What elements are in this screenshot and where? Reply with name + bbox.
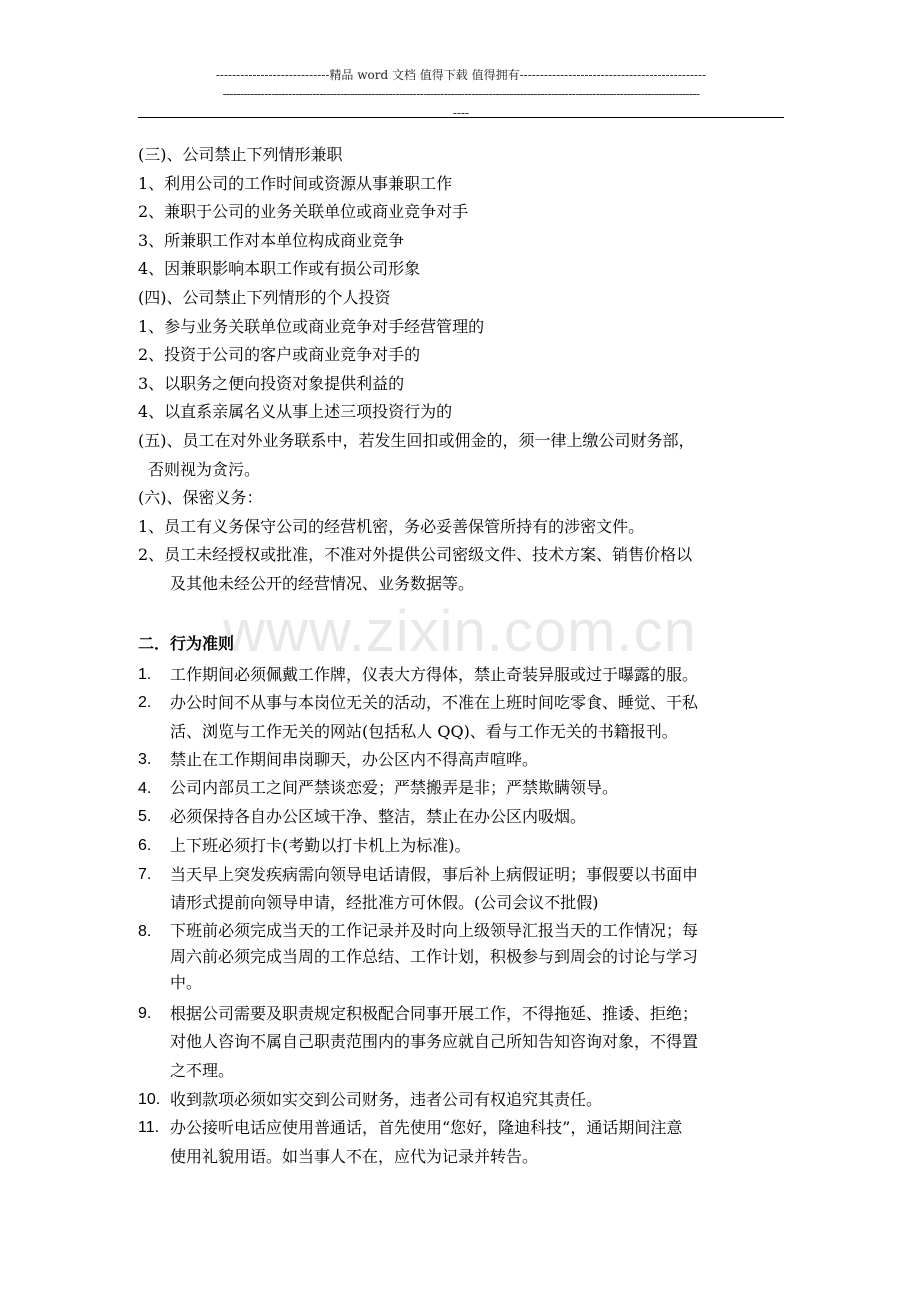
section-5-paragraph bbox=[138, 427, 788, 484]
list-item: 4、因兼职影响本职工作或有损公司形象 bbox=[138, 259, 421, 279]
rule-line: 工作期间必须佩戴工作牌，仪表大方得体，禁止奇装异服或过于曝露的服。 bbox=[170, 664, 699, 684]
document-body bbox=[138, 141, 788, 1171]
rule-line: 周六前必须完成当周的工作总结、工作计划，积极参与到周会的讨论与学习 bbox=[170, 946, 699, 966]
rule-line: 公司内部员工之间严禁谈恋爱；严禁搬弄是非；严禁欺瞒领导。 bbox=[170, 777, 619, 797]
rule-item bbox=[138, 1000, 788, 1086]
list-item: 4、以直系亲属名义从事上述三项投资行为的 bbox=[138, 402, 453, 422]
rule-number: 2. bbox=[138, 694, 152, 712]
rule-line: 对他人咨询不属自己职责范围内的事务应就自己所知告知咨询对象，不得置 bbox=[170, 1032, 699, 1052]
section-2-heading: 二．行为准则 bbox=[138, 633, 235, 653]
watermark: www.zixin.com.cn bbox=[223, 599, 697, 664]
rule-line: 使用礼貌用语。如当事人不在，应代为记录并转告。 bbox=[170, 1146, 539, 1166]
rule-text bbox=[170, 746, 788, 775]
rule-text bbox=[170, 1114, 788, 1171]
rule-number: 7. bbox=[138, 865, 152, 883]
rule-line: 上下班必须打卡(考勤以打卡机上为标准)。 bbox=[170, 836, 471, 856]
list-item: 2、投资于公司的客户或商业竞争对手的 bbox=[138, 345, 421, 365]
rule-number: 1. bbox=[138, 665, 152, 683]
rule-item bbox=[138, 775, 788, 804]
paragraph-line: 及其他未经公开的经营情况、业务数据等。 bbox=[170, 573, 475, 593]
rule-line: 之不理。 bbox=[170, 1061, 235, 1081]
confidentiality-item bbox=[138, 513, 788, 542]
list-item: 1、参与业务关联单位或商业竞争对手经营管理的 bbox=[138, 316, 485, 336]
rule-item bbox=[138, 689, 788, 746]
rule-item bbox=[138, 1114, 788, 1171]
rule-item bbox=[138, 861, 788, 918]
header-line-2: ------------------------------------------------------------------------------------------------------------------------------------------ bbox=[222, 87, 700, 101]
list-item: 2、兼职于公司的业务关联单位或商业竞争对手 bbox=[138, 202, 469, 222]
conduct-rules-list bbox=[138, 661, 788, 1172]
rule-number: 9. bbox=[138, 1004, 152, 1022]
rule-number: 3. bbox=[138, 751, 152, 769]
list-item: 1、利用公司的工作时间或资源从事兼职工作 bbox=[138, 173, 453, 193]
rule-number: 5. bbox=[138, 808, 152, 826]
rule-text bbox=[170, 775, 788, 804]
rule-text bbox=[170, 661, 788, 690]
rule-item bbox=[138, 832, 788, 861]
rule-line: 必须保持各自办公区域干净、整洁，禁止在办公区内吸烟。 bbox=[170, 807, 587, 827]
rule-number: 4. bbox=[138, 779, 152, 797]
rule-item bbox=[138, 918, 788, 996]
rule-line: 办公接听电话应使用普通话，首先使用“您好，隆迪科技”，通话期间注意 bbox=[170, 1118, 683, 1138]
rule-line: 中。 bbox=[170, 972, 203, 992]
paragraph-line: 否则视为贪污。 bbox=[148, 459, 261, 479]
page-header bbox=[138, 66, 784, 123]
rule-item bbox=[138, 1086, 788, 1115]
rule-text bbox=[170, 861, 788, 918]
rule-line: 办公时间不从事与本岗位无关的活动，不准在上班时间吃零食、睡觉、干私 bbox=[170, 693, 699, 713]
rule-item bbox=[138, 661, 788, 690]
rule-line: 禁止在工作期间串岗聊天，办公区内不得高声喧哗。 bbox=[170, 750, 539, 770]
rule-line: 下班前必须完成当天的工作记录并及时向上级领导汇报当天的工作情况；每 bbox=[170, 920, 699, 940]
rule-line: 活、浏览与工作无关的网站(包括私人 QQ)、看与工作无关的书籍报刊。 bbox=[170, 721, 678, 741]
list-item: 3、以职务之便向投资对象提供利益的 bbox=[138, 373, 405, 393]
section-6-title: (六)、保密义务： bbox=[138, 488, 263, 508]
rule-line: 收到款项必须如实交到公司财务，违者公司有权追究其责任。 bbox=[170, 1089, 603, 1109]
section-4-title: (四)、公司禁止下列情形的个人投资 bbox=[138, 287, 391, 307]
rule-text bbox=[170, 1000, 788, 1086]
paragraph-line: 2、员工未经授权或批准，不准对外提供公司密级文件、技术方案、销售价格以 bbox=[138, 545, 693, 565]
confidentiality-item bbox=[138, 541, 788, 598]
prohibitions-section bbox=[138, 141, 788, 427]
rule-item bbox=[138, 746, 788, 775]
rule-text bbox=[170, 918, 788, 996]
rule-number: 11. bbox=[138, 1119, 160, 1137]
header-line-1: ----------------------------精品 word 文档 值得下载 值得拥有---------------------------------------------- bbox=[215, 68, 707, 82]
rule-text bbox=[170, 689, 788, 746]
header-divider bbox=[138, 117, 784, 118]
rule-item bbox=[138, 803, 788, 832]
section-3-title: (三)、公司禁止下列情形兼职 bbox=[138, 145, 343, 164]
rule-number: 8. bbox=[138, 922, 152, 940]
rule-text bbox=[170, 832, 788, 861]
rule-text bbox=[170, 1086, 788, 1115]
rule-line: 根据公司需要及职责规定积极配合同事开展工作，不得拖延、推诿、拒绝； bbox=[170, 1003, 699, 1023]
paragraph-line: (五)、员工在对外业务联系中，若发生回扣或佣金的，须一律上缴公司财务部， bbox=[138, 430, 695, 450]
rule-line: 请形式提前向领导申请，经批准方可休假。(公司会议不批假) bbox=[170, 893, 599, 913]
rule-number: 6. bbox=[138, 837, 152, 855]
list-item: 3、所兼职工作对本单位构成商业竞争 bbox=[138, 230, 405, 250]
paragraph-line: 1、员工有义务保守公司的经营机密，务必妥善保管所持有的涉密文件。 bbox=[138, 516, 645, 536]
rule-text bbox=[170, 803, 788, 832]
rule-line: 当天早上突发疾病需向领导电话请假，事后补上病假证明；事假要以书面申 bbox=[170, 864, 699, 884]
header-line-3: ---- bbox=[452, 106, 470, 120]
rule-number: 10. bbox=[138, 1090, 161, 1108]
